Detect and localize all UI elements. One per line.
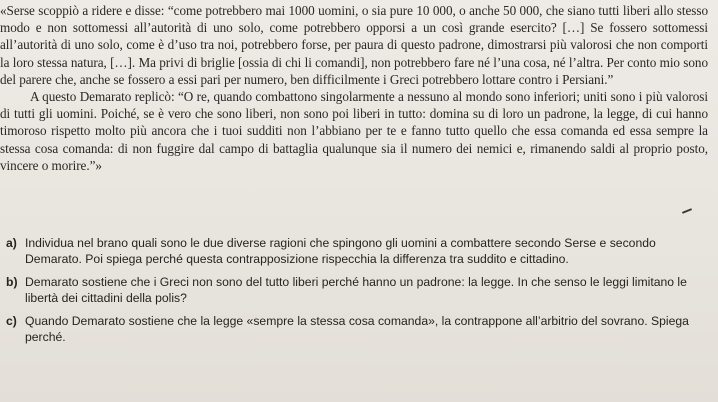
question-letter: c): [6, 313, 17, 328]
question-text: Demarato sostiene che i Greci non sono del tutto liberi perché hanno un padrone: la legge. In che senso le leggi limitano le libertà dei cittadini della polis?: [25, 274, 687, 306]
questions-list: [6, 235, 706, 351]
quote-paragraph-1: «Serse scoppiò a ridere e disse: “come potrebbero mai 1000 uomini, o sia pure 10 000, o anche 50 000, che siano tutti liberi allo stesso modo e non sottomessi all’autorità di uno solo, come potrebbero opporsi a un così grande esercito? […] Se fossero sottomessi all’autorità di uno solo, come è d’uso tra noi, potrebbero forse, per paura di questo padrone, dimostrarsi più valorosi che non comporti la loro stessa natura, […]. Ma privi di briglie [ossia di chi li comandi], non potrebbero fare né l’una cosa, né l’altra. Per conto mio sono del parere che, anche se fossero a essi pari per numero, ben difficilmente i Greci potrebbero lottare contro i Persiani.”: [0, 3, 708, 87]
question-b: [6, 274, 706, 307]
question-text: Quando Demarato sostiene che la legge «sempre la stessa cosa comanda», la contrappone all’arbitrio del sovrano. Spiega perché.: [25, 313, 689, 345]
quote-block: [0, 2, 708, 174]
question-letter: b): [6, 274, 18, 289]
pencil-mark: [682, 208, 692, 214]
quote-paragraph-2: A questo Demarato replicò: “O re, quando combattono singolarmente a nessuno al mondo sono inferiori; uniti sono i più valorosi di tutti gli uomini. Poiché, se è vero che sono liberi, non sono poi liberi in tutto: domina su di loro un padrone, la legge, di cui hanno timoroso rispetto molto più ancora che i tuoi sudditi non l’abbiano per te e fanno tutto quello che essa comanda ed essa sempre la stessa cosa comanda: di non fuggire dal campo di battaglia qualunque sia il numero dei nemici e, rimanendo saldi al proprio posto, vincere o morire.”»: [0, 89, 708, 173]
question-a: [6, 235, 706, 268]
question-text: Individua nel brano quali sono le due diverse ragioni che spingono gli uomini a combattere secondo Serse e secondo Demarato. Poi spiega perché questa contrapposizione rispecchia la differenza tra suddito e cittadino.: [25, 236, 656, 267]
question-c: [6, 313, 706, 346]
question-letter: a): [6, 236, 17, 250]
